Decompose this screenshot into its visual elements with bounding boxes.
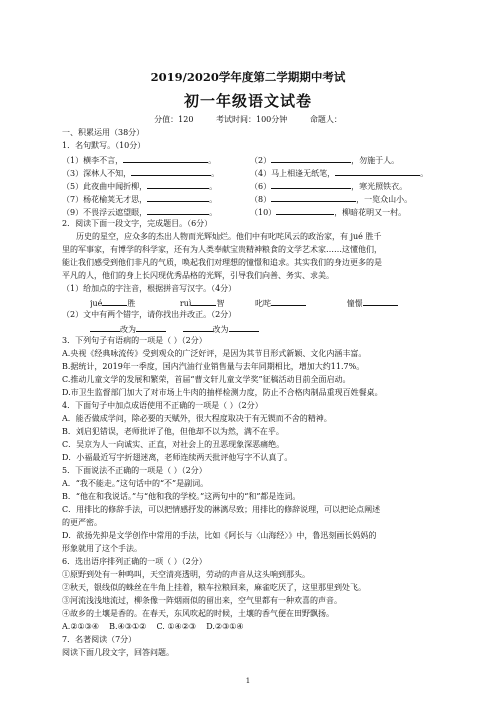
answer-blank[interactable] <box>123 154 208 163</box>
q1-item: （2） ，勿施于人。 <box>250 156 400 165</box>
q5-option: C．用排比的修辞手法，可以把情感抒发的淋漓尽致；用排比的修辞说理，可以把论点阐述 <box>62 505 381 514</box>
q3-option: A.央视《经典咏流传》受到观众的广泛好评，是因为其节目形式新颖、文化内涵丰富。 <box>62 349 367 358</box>
q4-option: B．刘启犯错误，老师批评了他，但他却不以为然，满不在乎。 <box>62 427 284 436</box>
answer-blank[interactable] <box>147 206 209 215</box>
q2-title: 2．阅读下面一段文字，完成题目。（6分） <box>62 219 213 228</box>
time-label: 考试时间：100分钟 <box>216 115 288 124</box>
answer-blank[interactable] <box>271 154 351 163</box>
q1-item: （10） ，柳暗花明又一村。 <box>250 208 407 217</box>
answer-blank[interactable] <box>183 323 213 332</box>
answer-blank[interactable] <box>335 167 420 176</box>
q2-passage-line: 历史的星空，应众多的杰出人物而光辉灿烂。他们中有叱咤风云的政治家，有 jué 胜千 <box>76 232 382 241</box>
q2-sub1: （1）给加点的字注音，根据拼音写汉字。（4分） <box>62 284 237 293</box>
exam-subtitle: 初一年级语文试卷 <box>183 92 312 110</box>
answer-blank[interactable] <box>276 206 334 215</box>
q1-item: （4）马上相逢无纸笔， 。 <box>250 169 429 178</box>
answer-blank[interactable] <box>147 180 209 189</box>
answer-blank[interactable] <box>147 193 209 202</box>
q2-fix-row: 改为 改为 <box>90 323 470 335</box>
answer-blank[interactable] <box>136 323 166 332</box>
q3-option: C.推动儿童文学的发展和繁荣，首届“曹文轩儿童文学奖”征稿活动目前全面启动。 <box>62 375 351 384</box>
answer-blank[interactable] <box>102 297 127 306</box>
q4-option: D．小福最近写字折翅迷离，老师连续两天批评他写字不认真了。 <box>62 453 293 462</box>
q1-title: 1．名句默写。（10分） <box>62 141 146 150</box>
q6-item: ③河流浅浅地流过，柳条像一阵烟雨似的留出来，空气里都有一种欢喜的声音。 <box>62 596 342 605</box>
q6-title: 6．选出语序排列正确的一项（ ）（2分） <box>62 557 207 566</box>
q5-option: A．“我不能走。”这句话中的“不”是副词。 <box>62 479 209 488</box>
q7-intro: 阅读下面几段文字，回答问题。 <box>62 648 174 657</box>
answer-blank[interactable] <box>191 297 216 306</box>
q4-title: 4．下面句子中加点成语使用不正确的一项是（ ）（2分） <box>62 401 263 410</box>
answer-blank[interactable] <box>229 323 259 332</box>
q1-item: （9）不畏浮云遮望眼， 。 <box>62 208 218 217</box>
q3-title: 3．下列句子有语病的一项是（ ）（2分） <box>62 336 207 345</box>
q2-passage-line: 能让我们感受到他们非凡的气质，唤起我们对理想的憧憬和追求。其实我们的身边更多的是 <box>62 258 382 267</box>
q4-option: C．吴京为人一向诚实、正直，对社会上的丑恶现象深恶痛绝。 <box>62 440 285 449</box>
q5-title: 5．下面说法不正确的一项是（ ）（2分） <box>62 466 207 475</box>
q3-option: D.市卫生监督部门加大了对市场上牛肉的抽样检测力度，防止不合格肉制品重现百姓餐桌。 <box>62 388 383 397</box>
q2-pinyin-row: jué 胜 ruì 智 叱咤 憧憬 <box>90 297 470 309</box>
answer-blank[interactable] <box>363 297 398 306</box>
q2-passage-line: 平凡的人，他们的身上长闪现优秀品格的光辉，引导我们向善、务实、求美。 <box>62 271 334 280</box>
page-number: 1 <box>245 677 251 685</box>
section-heading: 一、积累运用（38分） <box>62 128 145 137</box>
q7-title: 7．名著阅读（7分） <box>62 635 137 644</box>
answer-blank[interactable] <box>271 297 306 306</box>
q1-item: （8） ，一览众山小。 <box>250 195 413 204</box>
q3-option: B.据统计，2019年一季度，国内汽油行业销售量与去年同期相比，增加大约11.7%。 <box>62 362 365 371</box>
q5-option: 的更严密。 <box>62 518 102 527</box>
q6-item: ④故乡的土壤是香的。在春天，东风吹起的时候，土壤的香气便在田野飘扬。 <box>62 609 334 618</box>
q5-option: 形象就用了这个手法。 <box>62 544 142 553</box>
q6-choices: A.②①③④ B.④③①② C. ①④②③ D.②③①④ <box>62 622 244 631</box>
q5-option: B．“他在和我说话。”与“他和我的学校。”这两句中的“和”都是连词。 <box>62 492 301 501</box>
answer-blank[interactable] <box>90 323 120 332</box>
q2-sub2: （2）文中有两个错字，请你找出并改正。（2分） <box>62 310 237 319</box>
q5-option: D．欲扬先抑是文学创作中常用的手法，比如《阿长与〈山海经〉》中，鲁迅刻画长妈妈的 <box>62 531 377 540</box>
q1-item: （3）深林人不知， 。 <box>62 169 220 178</box>
q1-item: （7）杨花榆荚无才思， 。 <box>62 195 218 204</box>
q1-item: （1）横李不言， 。 <box>62 156 217 165</box>
q6-item: ①原野到处有一种鸣叫，天空清亮透明，劳动的声音从这头响到那头。 <box>62 570 310 579</box>
answer-blank[interactable] <box>271 180 351 189</box>
exam-meta <box>0 114 496 125</box>
exam-title: 2019/2020学年度第二学期期中考试 <box>150 70 346 84</box>
q1-item: （6） ，寒光照铁衣。 <box>250 182 408 191</box>
q4-option: A．能否做成学问，除必要的天赋外，很大程度取决于有无锲而不舍的精神。 <box>62 414 332 423</box>
q6-item: ②秋天，银线似的蛛丝在牛角上挂着，粮车拉粮回来，麻雀吃厌了，这里那里到处飞。 <box>62 583 366 592</box>
author-label: 命题人： <box>309 115 342 124</box>
q2-passage-line: 里的军事家，有博学的科学家，还有为人类奉献宝贵精神粮食的文学艺术家……这懂他们， <box>62 245 382 254</box>
answer-blank[interactable] <box>131 167 211 176</box>
score-label: 分值：120 <box>154 115 194 124</box>
answer-blank[interactable] <box>271 193 356 202</box>
q1-item: （5）此夜曲中闻折柳， 。 <box>62 182 218 191</box>
